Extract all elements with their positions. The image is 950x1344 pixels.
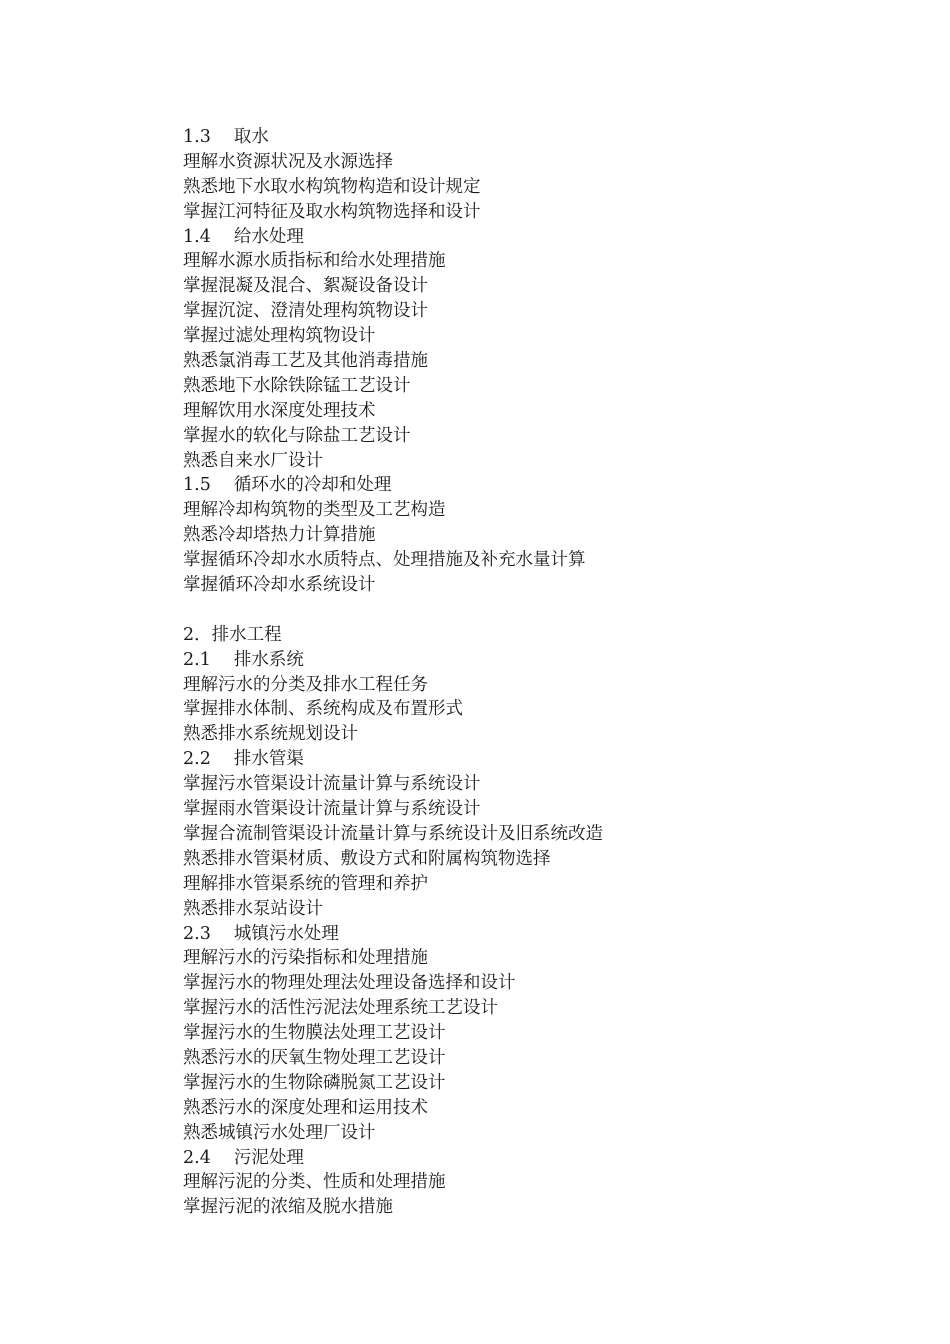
syllabus-item: 掌握混凝及混合、絮凝设备设计 — [183, 276, 428, 297]
chapter-heading-2: 2．排水工程 — [183, 624, 282, 645]
syllabus-item: 熟悉城镇污水处理厂设计 — [183, 1122, 376, 1143]
syllabus-item: 理解冷却构筑物的类型及工艺构造 — [183, 500, 446, 521]
syllabus-item: 熟悉地下水除铁除锰工艺设计 — [183, 375, 411, 396]
syllabus-item: 理解饮用水深度处理技术 — [183, 400, 376, 421]
section-heading-2-2: 2.2 排水管渠 — [183, 749, 304, 770]
syllabus-item: 熟悉自来水厂设计 — [183, 450, 323, 471]
syllabus-item: 掌握沉淀、澄清处理构筑物设计 — [183, 301, 428, 322]
syllabus-item: 掌握污水的生物除磷脱氮工艺设计 — [183, 1072, 446, 1093]
syllabus-item: 理解水资源状况及水源选择 — [183, 151, 393, 172]
syllabus-item: 熟悉氯消毒工艺及其他消毒措施 — [183, 351, 428, 372]
syllabus-item: 理解水源水质指标和给水处理措施 — [183, 251, 446, 272]
syllabus-item: 掌握污水管渠设计流量计算与系统设计 — [183, 774, 481, 795]
syllabus-item: 掌握雨水管渠设计流量计算与系统设计 — [183, 799, 481, 820]
syllabus-item: 理解污水的分类及排水工程任务 — [183, 674, 428, 695]
syllabus-item: 掌握过滤处理构筑物设计 — [183, 326, 376, 347]
syllabus-item: 掌握污水的生物膜法处理工艺设计 — [183, 1023, 446, 1044]
section-heading-2-4: 2.4 污泥处理 — [183, 1147, 304, 1168]
syllabus-item: 理解污泥的分类、性质和处理措施 — [183, 1172, 446, 1193]
section-heading-1-3: 1.3 取水 — [183, 127, 269, 147]
syllabus-item: 熟悉污水的深度处理和运用技术 — [183, 1097, 428, 1118]
syllabus-item: 掌握污水的物理处理法处理设备选择和设计 — [183, 973, 516, 994]
section-heading-2-1: 2.1 排水系统 — [183, 649, 304, 670]
document-body — [183, 125, 903, 1220]
section-heading-2-3: 2.3 城镇污水处理 — [183, 923, 339, 944]
blank-line — [183, 598, 903, 623]
syllabus-item: 掌握循环冷却水水质特点、处理措施及补充水量计算 — [183, 550, 586, 571]
section-heading-1-5: 1.5 循环水的冷却和处理 — [183, 475, 392, 496]
syllabus-item: 掌握江河特征及取水构筑物选择和设计 — [183, 201, 481, 222]
syllabus-item: 掌握循环冷却水系统设计 — [183, 575, 376, 596]
syllabus-item: 掌握合流制管渠设计流量计算与系统设计及旧系统改造 — [183, 823, 603, 844]
syllabus-item: 熟悉排水管渠材质、敷设方式和附属构筑物选择 — [183, 848, 551, 869]
syllabus-item: 掌握水的软化与除盐工艺设计 — [183, 425, 411, 446]
section-heading-1-4: 1.4 给水处理 — [183, 226, 304, 247]
syllabus-item: 掌握排水体制、系统构成及布置形式 — [183, 699, 463, 720]
syllabus-item: 理解排水管渠系统的管理和养护 — [183, 873, 428, 894]
syllabus-item: 熟悉排水系统规划设计 — [183, 724, 358, 745]
syllabus-item: 熟悉冷却塔热力计算措施 — [183, 525, 376, 546]
syllabus-item: 熟悉地下水取水构筑物构造和设计规定 — [183, 176, 481, 197]
syllabus-item: 熟悉污水的厌氧生物处理工艺设计 — [183, 1047, 446, 1068]
syllabus-item: 掌握污泥的浓缩及脱水措施 — [183, 1197, 393, 1218]
syllabus-item: 掌握污水的活性污泥法处理系统工艺设计 — [183, 998, 498, 1019]
syllabus-item: 理解污水的污染指标和处理措施 — [183, 948, 428, 969]
syllabus-item: 熟悉排水泵站设计 — [183, 898, 323, 919]
